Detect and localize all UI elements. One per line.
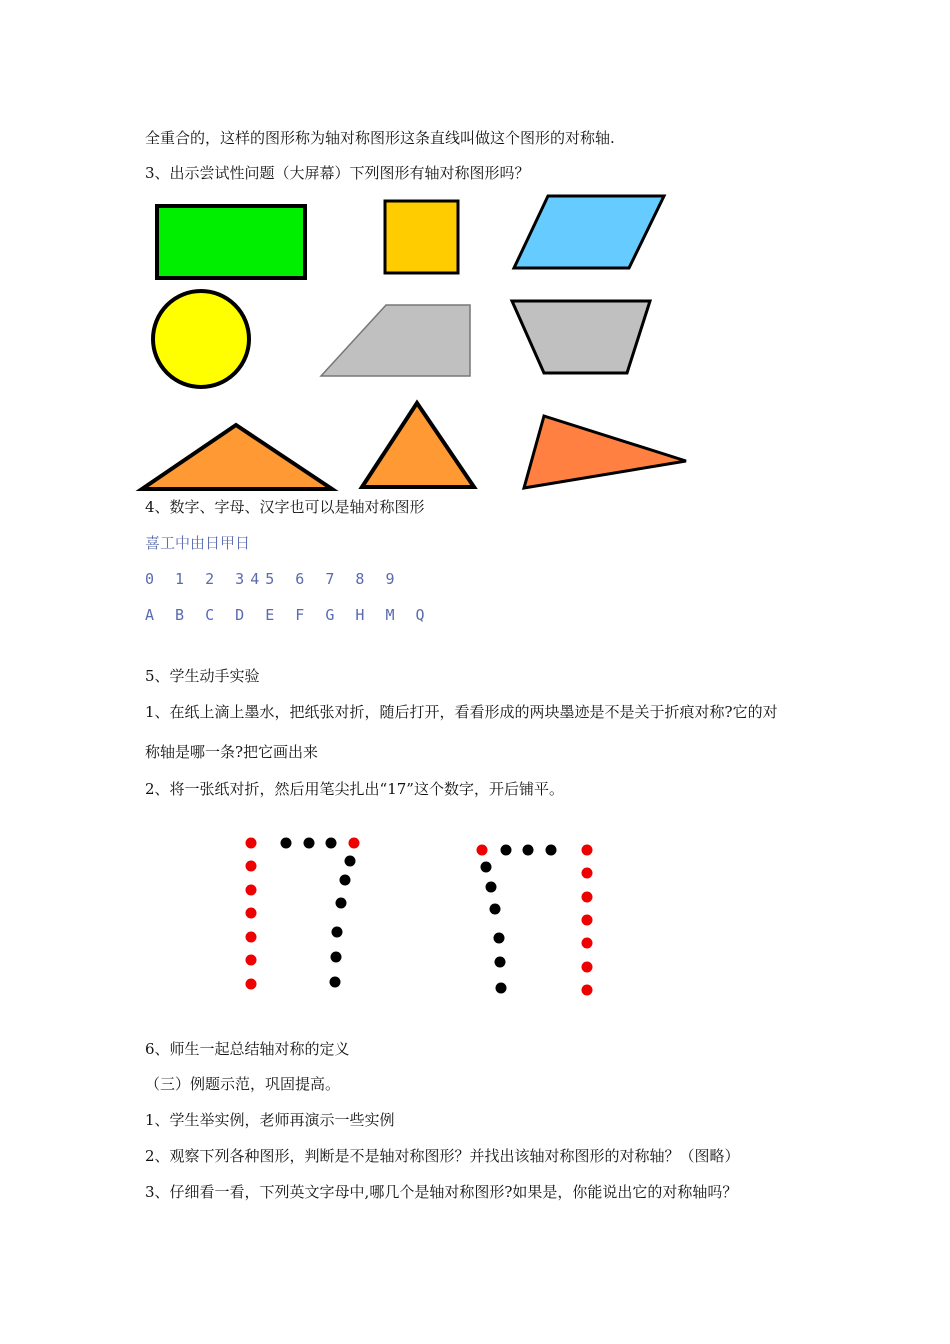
experiment-1-line-1: 1、在纸上滴上墨水，把纸张对折，随后打开，看看形成的两块墨迹是不是关于折痕对称?它的对: [145, 703, 778, 721]
green-rectangle: [157, 206, 305, 278]
orange-obtuse-triangle: [142, 425, 332, 489]
experiment-2: 2、将一张纸对折，然后用笔尖扎出“17”这个数字，开后铺平。: [145, 780, 564, 798]
gray-isosceles-trapezoid: [512, 301, 650, 373]
orange-scalene-triangle: [524, 416, 686, 488]
digit-examples: 0 1 2 345 6 7 8 9: [145, 570, 401, 588]
orange-square: [385, 201, 458, 273]
letter-examples: A B C D E F G H M Q: [145, 606, 431, 624]
section-4-heading: 4、数字、字母、汉字也可以是轴对称图形: [145, 498, 425, 516]
hanzi-examples: 喜工中由日甲日: [145, 534, 251, 552]
example-1: 1、学生举实例，老师再演示一些实例: [145, 1111, 395, 1129]
text-line-1: 全重合的，这样的图形称为轴对称图形这条直线叫做这个图形的对称轴.: [145, 129, 615, 147]
blue-parallelogram: [514, 196, 664, 268]
experiment-1-line-2: 称轴是哪一条?把它画出来: [145, 743, 319, 761]
dot-figure-17-mirrored: [477, 845, 593, 996]
section-5-heading: 5、学生动手实验: [145, 667, 260, 685]
section-6-heading: 6、师生一起总结轴对称的定义: [145, 1040, 350, 1058]
example-2: 2、观察下列各种图形，判断是不是轴对称图形？并找出该轴对称图形的对称轴？（图略）: [145, 1147, 740, 1165]
gray-right-trapezoid: [321, 305, 470, 376]
question-3: 3、出示尝试性问题（大屏幕）下列图形有轴对称图形吗？: [145, 164, 530, 182]
example-3: 3、仔细看一看，下列英文字母中,哪几个是轴对称图形?如果是，你能说出它的对称轴吗？: [145, 1183, 738, 1201]
orange-isosceles-triangle: [362, 403, 474, 487]
dot-figure-17: [246, 838, 360, 990]
yellow-circle: [153, 291, 249, 387]
section-3-heading: （三）例题示范，巩固提高。: [145, 1075, 341, 1093]
